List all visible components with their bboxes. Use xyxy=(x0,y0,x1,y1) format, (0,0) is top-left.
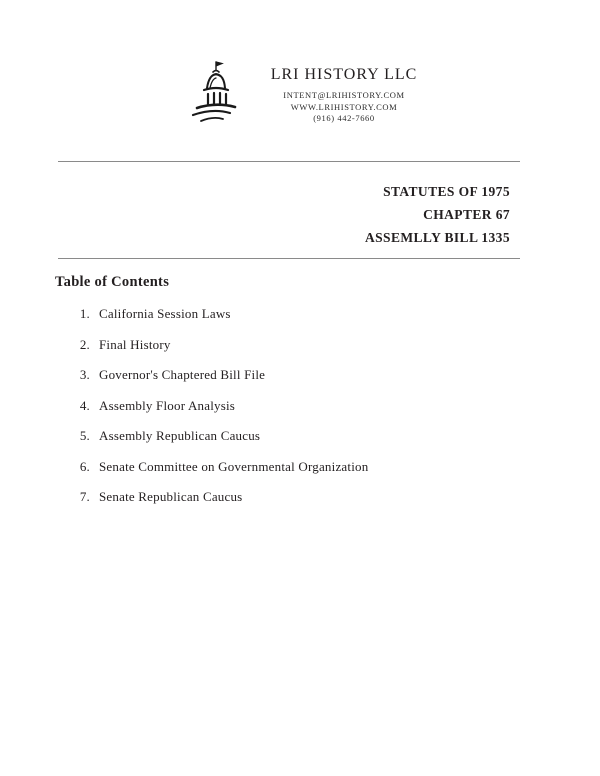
toc-item-number: 2. xyxy=(79,336,90,352)
divider-top xyxy=(58,161,520,162)
toc-item-label: Assembly Floor Analysis xyxy=(99,397,236,413)
toc-item-label: Final History xyxy=(99,336,171,352)
toc-item-number: 4. xyxy=(79,397,90,413)
toc-item-label: Governor's Chaptered Bill File xyxy=(99,367,266,382)
toc-item-number: 6. xyxy=(79,458,90,474)
toc-item xyxy=(68,398,528,414)
letterhead xyxy=(0,58,600,130)
toc-item-label: California Session Laws xyxy=(99,306,231,321)
toc-item xyxy=(68,489,528,505)
capitol-building-icon xyxy=(183,58,245,130)
toc-item-number: 3. xyxy=(79,367,90,382)
toc-item-number: 1. xyxy=(79,306,90,321)
bill-line: ASSEMLLY BILL 1335 xyxy=(364,229,510,245)
toc-item-label: Senate Republican Caucus xyxy=(99,489,243,504)
letterhead-text xyxy=(271,64,418,125)
toc-item-number: 5. xyxy=(79,428,90,443)
company-website: WWW.LRIHISTORY.COM xyxy=(290,101,398,112)
chapter-line: CHAPTER 67 xyxy=(423,206,510,222)
company-phone: (916) 442-7660 xyxy=(313,113,375,124)
toc-title: Table of Contents xyxy=(55,274,170,290)
company-name: LRI HISTORY LLC xyxy=(270,65,418,83)
company-email: INTENT@LRIHISTORY.COM xyxy=(283,90,405,101)
toc-item-number: 7. xyxy=(79,489,90,504)
toc-item xyxy=(68,428,528,444)
toc-item-label: Assembly Republican Caucus xyxy=(99,428,261,443)
toc-item xyxy=(68,367,528,383)
divider-bottom xyxy=(58,258,520,259)
statute-reference-block xyxy=(58,181,510,250)
statutes-line: STATUTES OF 1975 xyxy=(383,184,510,199)
toc-item xyxy=(68,459,528,475)
toc-list xyxy=(68,306,528,520)
toc-item xyxy=(68,337,528,353)
toc-item-label: Senate Committee on Governmental Organization xyxy=(99,458,369,474)
toc-item xyxy=(68,306,528,322)
